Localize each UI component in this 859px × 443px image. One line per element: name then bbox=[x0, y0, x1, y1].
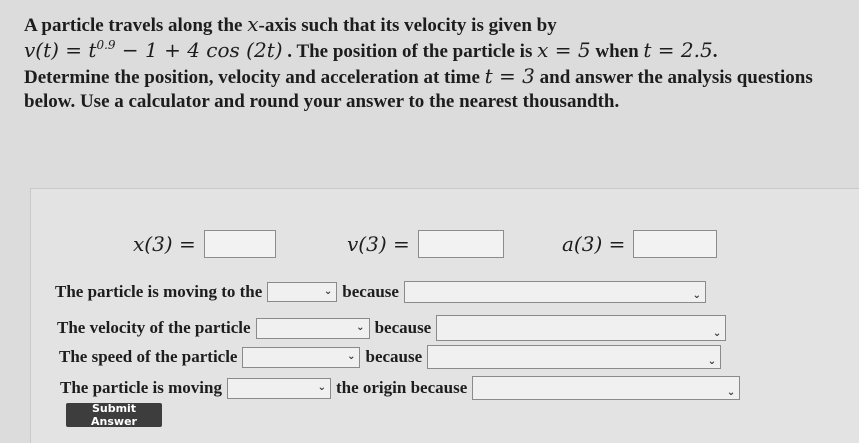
question-text: The particle is moving to the bbox=[55, 282, 263, 301]
because-text: because bbox=[374, 318, 432, 337]
prompt-text: . The position of the particle is bbox=[282, 41, 538, 62]
chevron-down-icon: ⌄ bbox=[707, 356, 717, 367]
prompt-var: x bbox=[247, 12, 259, 36]
chevron-down-icon: ⌄ bbox=[356, 321, 365, 333]
velocity-reason-select[interactable] bbox=[436, 315, 726, 341]
because-text: because bbox=[342, 282, 399, 301]
problem-statement: A particle travels along the x-axis such that its velocity is given by $v(t) = t^{0.9} - 1 + 4$ cos (2t) . The position of the particle is x = 5 when t = 2.5. Determine the position, velocity and acceleration at time t = 3 and answer the analysis questions below. Use a calculator and round your answer to the nearest thousandth. bbox=[24, 12, 813, 112]
velocity-answer-row bbox=[347, 226, 504, 262]
position-input[interactable] bbox=[204, 230, 276, 258]
because-text: because bbox=[365, 347, 423, 366]
velocity-question-row bbox=[57, 315, 731, 341]
question-text: The speed of the particle bbox=[59, 347, 238, 366]
acceleration-input[interactable] bbox=[633, 230, 717, 258]
position-label: x(3) = bbox=[133, 232, 196, 256]
chevron-down-icon: ⌄ bbox=[712, 328, 722, 339]
origin-question-row bbox=[60, 376, 745, 400]
position-condition: x = 5 bbox=[537, 38, 591, 62]
question-text: The particle is moving bbox=[60, 378, 222, 397]
prompt-text: when bbox=[590, 41, 644, 62]
prompt-text: and answer the analysis questions below. Use a calculator and round your answer to the nearest thousandth. bbox=[24, 67, 813, 112]
chevron-down-icon: ⌄ bbox=[692, 290, 701, 301]
velocity-equation: $v(t) = t^{0.9} - 1 + 4$ cos (2t) bbox=[24, 38, 283, 62]
direction-select[interactable] bbox=[267, 282, 337, 302]
prompt-text: -axis such that its velocity is given by bbox=[258, 15, 557, 36]
time-condition: t = 2.5 bbox=[643, 38, 713, 62]
direction-reason-select[interactable] bbox=[404, 281, 706, 303]
acceleration-label: a(3) = bbox=[562, 232, 626, 256]
chevron-down-icon: ⌄ bbox=[726, 387, 736, 398]
speed-trend-select[interactable] bbox=[242, 347, 360, 368]
origin-reason-select[interactable] bbox=[472, 376, 740, 400]
chevron-down-icon: ⌄ bbox=[323, 286, 333, 297]
direction-question-row bbox=[55, 281, 711, 303]
velocity-trend-select[interactable] bbox=[256, 318, 370, 339]
because-text: the origin because bbox=[335, 378, 468, 397]
position-answer-row bbox=[133, 226, 276, 262]
chevron-down-icon: ⌄ bbox=[317, 381, 326, 393]
speed-question-row bbox=[59, 345, 726, 369]
question-text: The velocity of the particle bbox=[57, 318, 251, 337]
speed-reason-select[interactable] bbox=[427, 345, 721, 369]
chevron-down-icon: ⌄ bbox=[347, 350, 356, 362]
submit-answer-button[interactable]: Submit Answer bbox=[66, 403, 162, 427]
origin-direction-select[interactable] bbox=[227, 378, 331, 399]
target-time: t = 3 bbox=[484, 64, 535, 88]
prompt-text: A particle travels along the bbox=[24, 15, 248, 36]
velocity-input[interactable] bbox=[418, 230, 504, 258]
acceleration-answer-row bbox=[562, 226, 717, 262]
velocity-label: v(3) = bbox=[347, 232, 410, 256]
prompt-text: Determine the position, velocity and acceleration at time bbox=[24, 67, 485, 88]
